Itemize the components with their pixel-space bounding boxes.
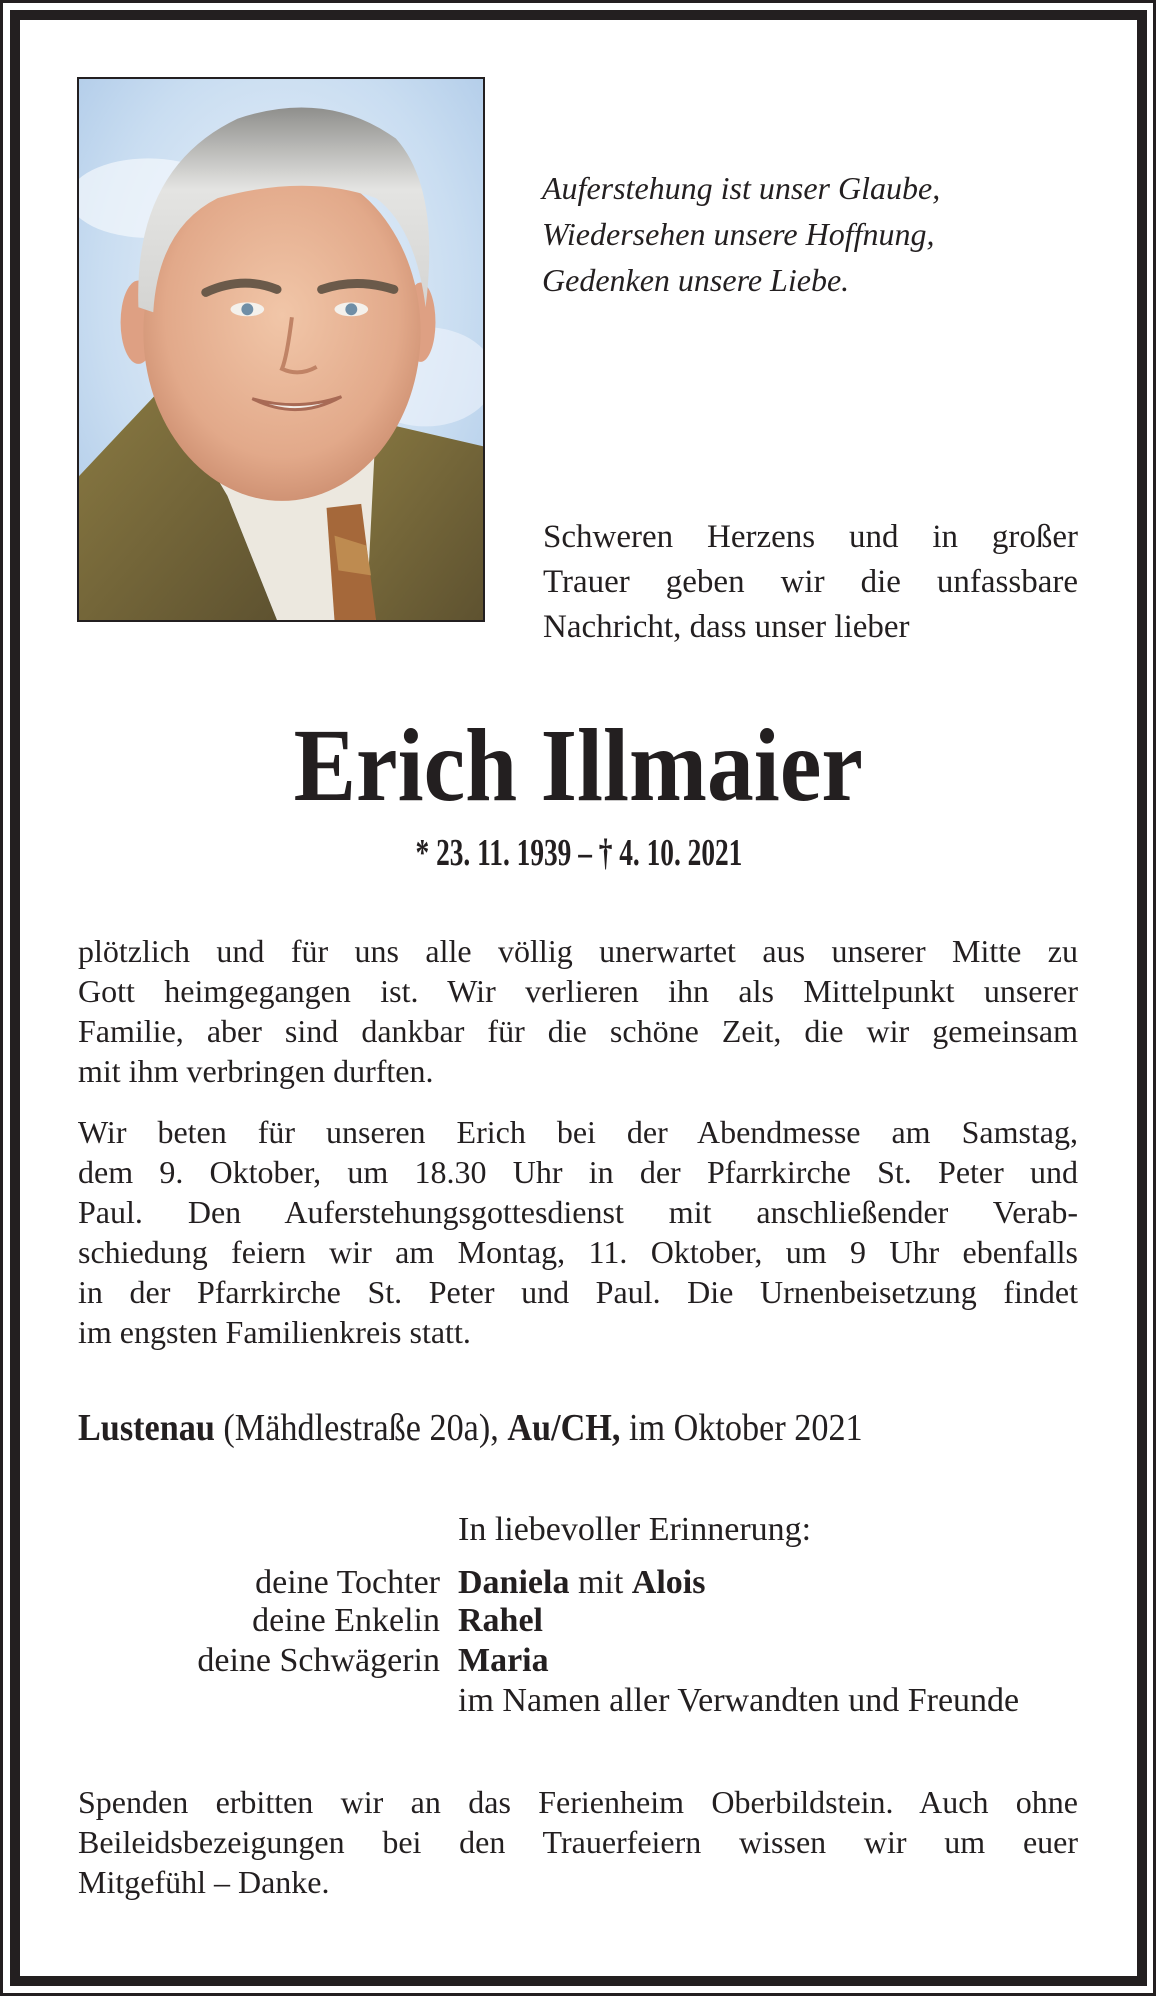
body-line: dem 9. Oktober, um 18.30 Uhr in der Pfarrkirche St. Peter und [78,1154,1078,1190]
relation-label: deine Schwägerin [197,1642,440,1679]
relation-label: deine Tochter [255,1564,440,1601]
place-town: Lustenau [78,1407,215,1449]
quote-line: Gedenken unsere Liebe. [542,262,850,298]
mourner-joiner: mit [577,1564,624,1601]
intro-line: Schweren Herzens und in großer [543,519,1078,555]
life-dates-line [0,831,1157,875]
signature-row [0,1563,1157,1603]
mourner-name: Maria [458,1642,549,1679]
closing-line: Beileidsbezeigungen bei den Trauerfeiern wissen wir um euer [78,1824,1078,1860]
closing-paragraph [78,1782,1078,1902]
life-dates: * 23. 11. 1939 – † 4. 10. 2021 [415,832,742,874]
deceased-name-heading [0,708,1157,823]
signature-footer: im Namen aller Verwandten und Freunde [458,1682,1020,1719]
closing-line: Spenden erbitten wir an das Ferienheim Oberbildstein. Auch ohne [78,1784,1078,1820]
memorial-quote [542,165,1102,303]
body-line: plötzlich und für uns alle völlig unerwartet aus unserer Mitte zu [78,933,1078,969]
mourner-names [458,1563,705,1603]
body-paragraph-1 [78,931,1078,1091]
place-date: im Oktober 2021 [628,1407,863,1449]
relation-label: deine Enkelin [252,1602,440,1639]
body-line: mit ihm verbringen durften. [78,1053,434,1089]
body-line: in der Pfarrkirche St. Peter und Paul. Die Urnenbeisetzung findet [78,1274,1078,1310]
intro-line: Nachricht, dass unser lieber [543,609,910,645]
announcement-intro [543,515,1078,650]
quote-line: Wiedersehen unsere Hoffnung, [542,216,935,252]
body-line: Familie, aber sind dankbar für die schöne Zeit, die wir gemeinsam [78,1013,1078,1049]
mourner-names [458,1601,543,1641]
mourner-name: Daniela [458,1564,570,1601]
mourner-names [458,1641,549,1681]
body-line: Gott heimgegangen ist. Wir verlieren ihn als Mittelpunkt unserer [78,973,1078,1009]
body-paragraph-2 [78,1112,1078,1352]
signature-row [0,1601,1157,1641]
mourner-partner: Alois [631,1564,706,1601]
quote-line: Auferstehung ist unser Glaube, [542,170,941,206]
signature-row [0,1641,1157,1681]
place-address: (Mähdlestraße 20a), [223,1407,499,1449]
body-line: Wir beten für unseren Erich bei der Abendmesse am Samstag, [78,1114,1078,1150]
deceased-name: Erich Illmaier [293,708,864,823]
portrait-photo [77,77,485,622]
place-and-date-line [78,1405,863,1451]
body-line: Paul. Den Auferstehungsgottesdienst mit anschließender Verab- [78,1194,1078,1230]
mourner-name: Rahel [458,1602,543,1639]
portrait-image [79,79,483,620]
signature-heading: In liebevoller Erinnerung: [458,1511,812,1548]
body-line: im engsten Familienkreis statt. [78,1314,471,1350]
intro-line: Trauer geben wir die unfassbare [543,564,1078,600]
body-line: schiedung feiern wir am Montag, 11. Oktober, um 9 Uhr ebenfalls [78,1234,1078,1270]
closing-line: Mitgefühl – Danke. [78,1864,330,1900]
place-second: Au/CH, [507,1407,621,1449]
